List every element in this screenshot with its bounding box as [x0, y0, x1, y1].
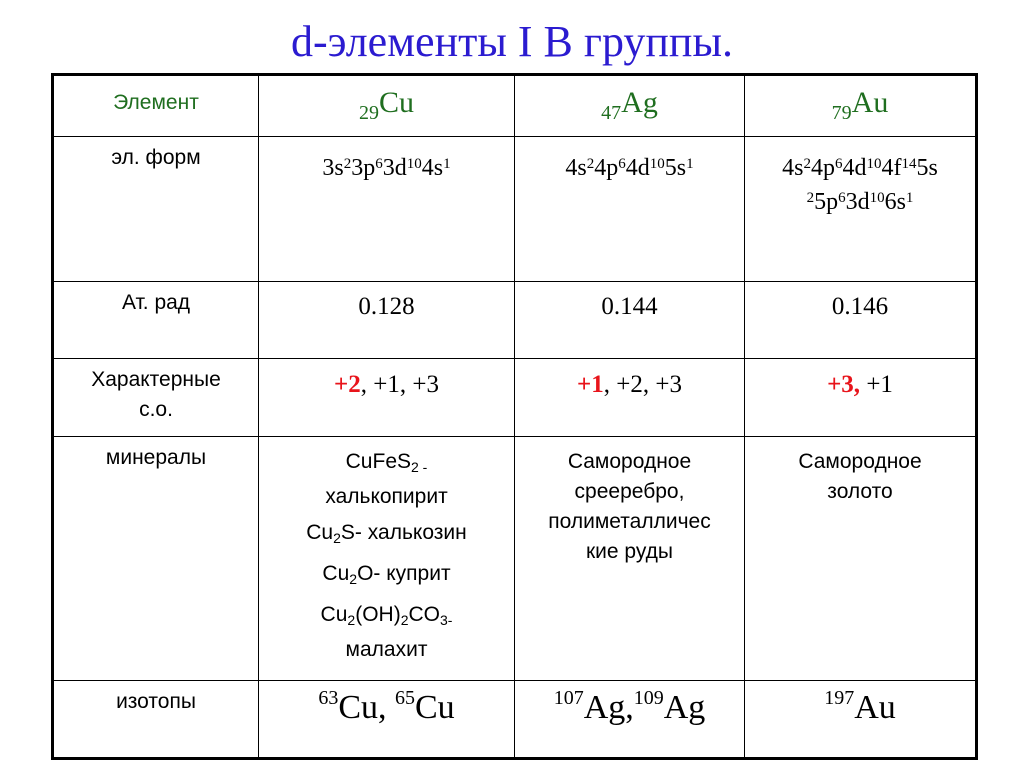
- mineral-malachite: [263, 600, 510, 665]
- config-au-4s-exp: 2: [803, 156, 811, 172]
- slide-title: d-элементы I B группы.: [290, 17, 734, 66]
- table-row-isotopes: [53, 681, 977, 759]
- table-row-oxidation: [53, 359, 977, 437]
- config-au-5p: 5p: [814, 189, 839, 215]
- mineral-cuprite-cu: Cu: [322, 562, 350, 585]
- isotope-au-197-symbol: Au: [854, 689, 896, 726]
- isotope-cu-separator: ,: [378, 689, 395, 726]
- config-au-4d: 4d: [842, 155, 867, 181]
- mineral-cuprite-rest: O- куприт: [357, 562, 451, 585]
- symbol-cu: Cu: [378, 86, 414, 119]
- isotope-au-197-mass: 197: [824, 687, 855, 709]
- symbol-ag: Ag: [621, 86, 658, 119]
- row-label-oxidation-line1: Характерные: [91, 368, 221, 391]
- config-ag-4p: 4p: [594, 155, 619, 181]
- config-ag-4s-exp: 2: [586, 156, 595, 172]
- isotopes-cu: [259, 681, 515, 759]
- config-cu-4s-exp: 1: [443, 156, 451, 172]
- isotope-cu-65-mass: 65: [395, 687, 415, 709]
- isotope-ag-107-mass: 107: [553, 687, 584, 709]
- config-ag: [515, 137, 745, 282]
- config-au-5p-exp: 6: [838, 190, 846, 206]
- config-ag-5s: 5s: [664, 155, 687, 181]
- row-label-isotopes: изотопы: [53, 681, 259, 759]
- isotope-ag-separator: ,: [625, 689, 634, 726]
- mineral-chalcopyrite-name: халькопирит: [325, 485, 448, 508]
- element-header-cu: [259, 75, 515, 137]
- config-cu-4s: 4s: [421, 155, 444, 181]
- config-au-4p-exp: 6: [835, 156, 843, 172]
- isotope-ag-109-symbol: Ag: [663, 689, 706, 726]
- mineral-chalcocite-rest: S- халькозин: [340, 521, 467, 544]
- config-cu-3p-exp: 6: [375, 156, 383, 172]
- config-ag-4d-exp: 10: [649, 156, 665, 172]
- minerals-au-line2: золото: [827, 480, 893, 503]
- minerals-ag-line4: кие руды: [585, 540, 674, 563]
- mineral-cuprite: [263, 559, 510, 594]
- mineral-malachite-cu: Cu: [320, 603, 348, 626]
- isotope-cu-63-symbol: Cu: [338, 689, 378, 726]
- minerals-ag-line1: Самородное: [567, 450, 692, 473]
- mineral-chalcocite-cu: Cu: [306, 521, 334, 544]
- row-label-element: Элемент: [53, 75, 259, 137]
- config-au-5s-exp: 2: [806, 190, 815, 206]
- oxidation-cu-main: +2: [334, 371, 361, 398]
- table-row-radius: [53, 282, 977, 359]
- table-row-minerals: [53, 437, 977, 681]
- oxidation-au-main: +3,: [827, 371, 861, 398]
- config-au-5d-exp: 10: [869, 190, 885, 206]
- config-au-5s: 5s: [916, 155, 938, 181]
- config-ag-4p-exp: 6: [618, 156, 626, 172]
- isotopes-ag: [515, 681, 745, 759]
- config-au: [745, 137, 977, 282]
- oxidation-au-rest: +1: [860, 371, 893, 398]
- mineral-chalcopyrite: [263, 447, 510, 512]
- row-label-config: эл. форм: [53, 137, 259, 282]
- radius-au: 0.146: [745, 282, 977, 359]
- row-label-oxidation: [53, 359, 259, 437]
- minerals-ag-line3: полиметалличес: [548, 510, 711, 533]
- config-ag-4d: 4d: [625, 155, 650, 181]
- config-cu-3s-exp: 2: [343, 156, 352, 172]
- oxidation-au: [745, 359, 977, 437]
- atomic-number-ag: 47: [601, 102, 622, 124]
- isotope-ag-109-mass: 109: [633, 687, 664, 709]
- config-ag-5s-exp: 1: [686, 156, 694, 172]
- config-cu-3s: 3s: [322, 155, 344, 181]
- minerals-au-line1: Самородное: [798, 450, 922, 473]
- radius-ag: 0.144: [515, 282, 745, 359]
- oxidation-ag-rest: , +2, +3: [603, 371, 682, 398]
- radius-cu: 0.128: [259, 282, 515, 359]
- oxidation-cu-rest: , +1, +3: [360, 371, 439, 398]
- config-au-4s: 4s: [782, 155, 804, 181]
- config-cu-3p: 3p: [351, 155, 376, 181]
- config-au-6s-exp: 1: [905, 190, 914, 206]
- mineral-malachite-oh: (OH): [355, 603, 401, 626]
- config-au-4f: 4f: [881, 155, 902, 181]
- minerals-cu: [259, 437, 515, 681]
- config-au-4p: 4p: [811, 155, 835, 181]
- mineral-chalcocite: [263, 518, 510, 553]
- elements-table: [51, 73, 978, 760]
- config-cu-3d: 3d: [382, 155, 407, 181]
- isotope-cu-63-mass: 63: [318, 687, 339, 709]
- oxidation-ag-main: +1: [577, 371, 604, 398]
- minerals-au: [745, 437, 977, 681]
- minerals-ag: [515, 437, 745, 681]
- config-au-6s: 6s: [884, 189, 906, 215]
- mineral-malachite-sub3: 3-: [440, 612, 453, 628]
- atomic-number-cu: 29: [358, 102, 379, 124]
- symbol-au: Au: [851, 86, 889, 119]
- row-label-radius: Ат. рад: [53, 282, 259, 359]
- oxidation-cu: [259, 359, 515, 437]
- mineral-malachite-sub2: 2: [400, 612, 409, 628]
- config-cu-3d-exp: 10: [406, 156, 422, 172]
- minerals-ag-line2: срееребро,: [574, 480, 685, 503]
- mineral-chalcopyrite-formula: CuFeS: [345, 450, 411, 473]
- oxidation-ag: [515, 359, 745, 437]
- element-header-ag: [515, 75, 745, 137]
- config-au-4d-exp: 10: [866, 156, 882, 172]
- mineral-malachite-sub1: 2: [347, 612, 356, 628]
- config-ag-4s: 4s: [565, 155, 587, 181]
- atomic-number-au: 79: [831, 102, 852, 124]
- config-cu: [259, 137, 515, 282]
- isotopes-au: [745, 681, 977, 759]
- mineral-malachite-co: CO: [408, 603, 440, 626]
- table-row-header: [53, 75, 977, 137]
- mineral-chalcocite-sub: 2: [333, 530, 341, 546]
- element-header-au: [745, 75, 977, 137]
- row-label-oxidation-line2: с.о.: [139, 398, 173, 421]
- mineral-cuprite-sub: 2: [349, 571, 358, 587]
- table-row-config: [53, 137, 977, 282]
- isotope-cu-65-symbol: Cu: [415, 689, 455, 726]
- config-au-4f-exp: 14: [901, 156, 917, 172]
- row-label-minerals: минералы: [53, 437, 259, 681]
- mineral-malachite-name: малахит: [345, 638, 428, 661]
- isotope-ag-107-symbol: Ag: [583, 689, 626, 726]
- config-au-5d: 3d: [845, 189, 870, 215]
- mineral-chalcopyrite-sub: 2: [411, 459, 419, 475]
- mineral-chalcopyrite-dash: -: [418, 459, 428, 475]
